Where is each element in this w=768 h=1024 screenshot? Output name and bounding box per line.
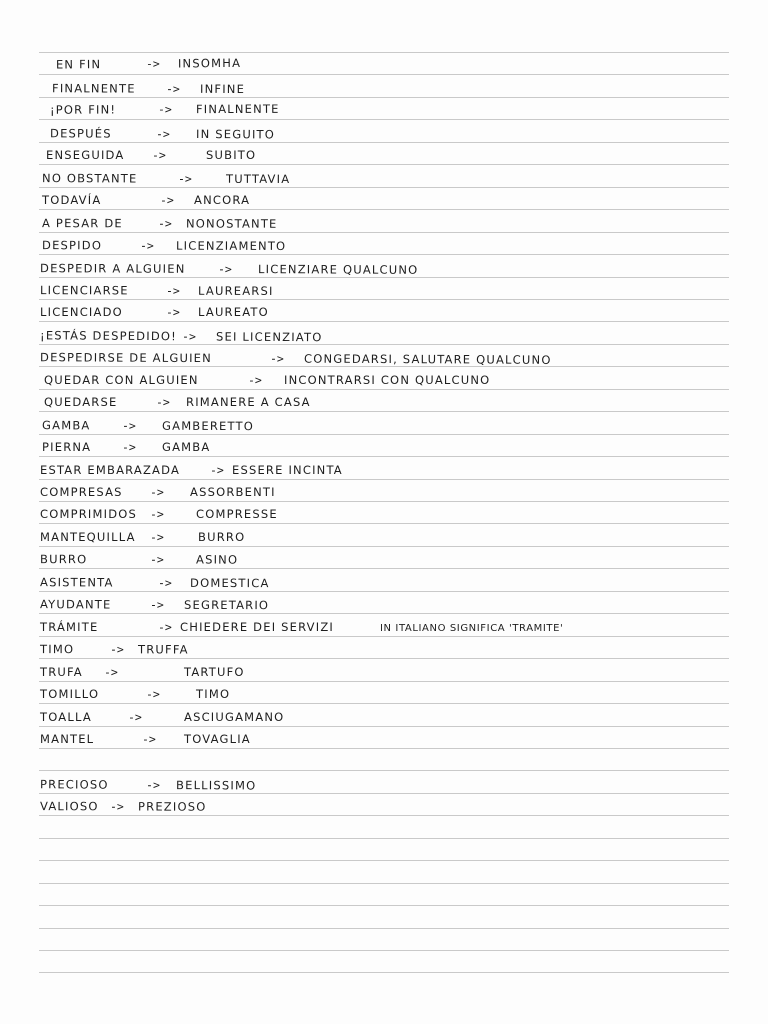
spanish-term: GAMBA bbox=[41, 418, 91, 433]
arrow-icon: -> bbox=[210, 463, 224, 477]
spanish-term: EN FIN bbox=[55, 57, 102, 72]
arrow-icon: -> bbox=[122, 440, 136, 454]
spanish-term: LICENCIADO bbox=[40, 305, 123, 319]
list-item bbox=[0, 795, 740, 816]
spanish-term: PRECIOSO bbox=[39, 777, 109, 792]
spanish-term: TRUFA bbox=[40, 665, 83, 679]
italian-translation: ASCIUGAMANO bbox=[184, 710, 285, 724]
arrow-icon: -> bbox=[121, 418, 136, 433]
arrow-icon: -> bbox=[149, 552, 164, 567]
list-item bbox=[0, 144, 740, 162]
spanish-term: COMPRIMIDOS bbox=[40, 507, 138, 521]
italian-translation: LICENZIAMENTO bbox=[175, 238, 287, 253]
italian-translation: ANCORA bbox=[194, 193, 251, 207]
list-item bbox=[0, 122, 740, 144]
arrow-icon: -> bbox=[150, 485, 164, 499]
list-item bbox=[0, 48, 740, 72]
list-item bbox=[0, 324, 740, 347]
list-item bbox=[0, 593, 740, 614]
spanish-term: DESPEDIRSE DE ALGUIEN bbox=[39, 350, 212, 366]
arrow-icon: -> bbox=[139, 238, 154, 253]
list-item bbox=[0, 414, 740, 435]
arrow-icon: -> bbox=[155, 126, 170, 141]
italian-translation: INSOMHA bbox=[177, 55, 242, 71]
list-item bbox=[0, 96, 740, 117]
spanish-term: TODAVÍA bbox=[42, 193, 102, 207]
list-item bbox=[0, 301, 740, 319]
list-item bbox=[0, 503, 740, 521]
arrow-icon: -> bbox=[156, 395, 170, 409]
arrow-icon: -> bbox=[157, 216, 172, 231]
italian-translation: GAMBERETTO bbox=[161, 418, 255, 434]
spanish-term: MANTEQUILLA bbox=[40, 530, 136, 544]
list-item bbox=[0, 77, 740, 98]
spanish-term: LICENCIARSE bbox=[39, 283, 129, 298]
list-item bbox=[0, 481, 740, 499]
spanish-term: ASISTENTA bbox=[39, 575, 114, 590]
list-item bbox=[0, 683, 740, 701]
italian-translation: TIMO bbox=[196, 687, 231, 701]
arrow-icon: -> bbox=[149, 597, 164, 612]
list-item bbox=[0, 706, 740, 724]
arrow-icon: -> bbox=[104, 665, 118, 679]
list-item bbox=[0, 548, 740, 568]
italian-translation: TARTUFO bbox=[184, 665, 245, 679]
italian-translation: ESSERE INCINTA bbox=[232, 463, 343, 477]
italian-translation: SUBITO bbox=[206, 148, 257, 162]
arrow-icon: -> bbox=[177, 171, 192, 186]
spanish-term: ESTAR EMBARAZADA bbox=[40, 463, 181, 477]
italian-translation: FINALNENTE bbox=[195, 101, 280, 117]
list-item bbox=[0, 234, 740, 255]
arrow-icon: -> bbox=[146, 687, 160, 701]
italian-translation: BELLISSIMO bbox=[175, 778, 257, 793]
spanish-term: BURRO bbox=[39, 552, 88, 567]
italian-translation: LICENZIARE QUALCUNO bbox=[257, 262, 419, 277]
italian-translation: IN SEGUITO bbox=[195, 127, 276, 142]
spanish-term: FINALNENTE bbox=[51, 81, 136, 96]
spanish-term: VALIOSO bbox=[39, 799, 99, 814]
italian-translation: DOMESTICA bbox=[189, 575, 270, 591]
italian-translation: CONGEDARSI, SALUTARE QUALCUNO bbox=[303, 351, 552, 367]
spanish-term: PIERNA bbox=[42, 440, 92, 454]
arrow-icon: -> bbox=[217, 261, 232, 277]
spanish-term: NO OBSTANTE bbox=[41, 171, 138, 186]
italian-translation: ASINO bbox=[195, 552, 239, 567]
list-item bbox=[0, 436, 740, 454]
list-item bbox=[0, 346, 740, 368]
list-item bbox=[0, 459, 740, 477]
arrow-icon: -> bbox=[181, 329, 196, 344]
italian-translation: INFINE bbox=[199, 81, 246, 97]
spanish-term: TOMILLO bbox=[40, 687, 100, 701]
spanish-term: ENSEGUIDA bbox=[46, 148, 125, 162]
list-item bbox=[0, 257, 740, 278]
spanish-term: COMPRESAS bbox=[40, 485, 123, 499]
arrow-icon: -> bbox=[109, 642, 124, 657]
italian-translation: BURRO bbox=[198, 530, 246, 544]
list-item bbox=[0, 279, 740, 300]
italian-translation: TRUFFA bbox=[137, 642, 189, 657]
arrow-icon: -> bbox=[157, 102, 172, 117]
list-item bbox=[0, 391, 740, 409]
italian-translation: LAUREATO bbox=[198, 305, 269, 319]
spanish-term: ¡POR FIN! bbox=[49, 102, 117, 117]
italian-translation: LAUREARSI bbox=[197, 283, 274, 298]
arrow-icon: -> bbox=[150, 530, 164, 544]
italian-translation: NONOSTANTE bbox=[185, 216, 278, 231]
italian-translation: SEGRETARIO bbox=[183, 597, 270, 613]
arrow-icon: -> bbox=[150, 507, 164, 521]
italian-translation: COMPRESSE bbox=[196, 507, 278, 521]
spanish-term: DESPUÉS bbox=[49, 126, 112, 141]
arrow-icon: -> bbox=[109, 799, 124, 814]
arrow-icon: -> bbox=[165, 81, 180, 96]
italian-translation: INCONTRARSI CON QUALCUNO bbox=[284, 373, 491, 387]
italian-translation: RIMANERE A CASA bbox=[186, 395, 311, 409]
spanish-term: AYUDANTE bbox=[39, 597, 112, 612]
arrow-icon: -> bbox=[145, 777, 160, 792]
italian-translation: SEI LICENZIATO bbox=[215, 329, 323, 345]
italian-translation: CHIEDERE DEI SERVIZI bbox=[180, 620, 334, 634]
spanish-term: MANTEL bbox=[40, 732, 95, 746]
spanish-term: QUEDAR CON ALGUIEN bbox=[44, 373, 199, 387]
arrow-icon: -> bbox=[166, 305, 180, 319]
list-item bbox=[0, 638, 740, 658]
arrow-icon: -> bbox=[157, 575, 172, 590]
list-item bbox=[0, 728, 740, 746]
arrow-icon: -> bbox=[160, 193, 174, 207]
arrow-icon: -> bbox=[158, 620, 172, 634]
arrow-icon: -> bbox=[248, 373, 262, 387]
list-item bbox=[0, 773, 740, 796]
list-item bbox=[0, 616, 740, 634]
arrow-icon: -> bbox=[142, 732, 156, 746]
arrow-icon: -> bbox=[152, 148, 166, 162]
list-item bbox=[0, 526, 740, 544]
italian-translation: ASSORBENTI bbox=[190, 485, 276, 499]
spanish-term: TRÁMITE bbox=[40, 620, 99, 634]
italian-translation: PREZIOSO bbox=[137, 799, 207, 814]
spanish-term: TIMO bbox=[39, 642, 75, 657]
spanish-term: DESPEDIR A ALGUIEN bbox=[39, 261, 186, 276]
list-item bbox=[0, 369, 740, 387]
translation-note: IN ITALIANO SIGNIFICA 'TRAMITE' bbox=[380, 623, 564, 634]
list-item bbox=[0, 212, 740, 232]
italian-translation: GAMBA bbox=[162, 440, 211, 454]
list-item bbox=[0, 189, 740, 207]
arrow-icon: -> bbox=[128, 710, 142, 724]
spanish-term: A PESAR DE bbox=[41, 216, 123, 231]
arrow-icon: -> bbox=[145, 56, 160, 71]
list-item bbox=[0, 571, 740, 592]
spanish-term: DESPIDO bbox=[41, 238, 103, 253]
arrow-icon: -> bbox=[269, 351, 284, 366]
italian-translation: TOVAGLIA bbox=[184, 732, 251, 746]
spanish-term: QUEDARSE bbox=[44, 395, 118, 409]
spanish-term: ¡ESTÁS DESPEDIDO! bbox=[39, 328, 178, 344]
spanish-term: TOALLA bbox=[40, 710, 92, 724]
italian-translation: TUTTAVIA bbox=[225, 171, 291, 187]
list-item bbox=[0, 661, 740, 679]
list-item bbox=[0, 167, 740, 188]
arrow-icon: -> bbox=[165, 283, 180, 298]
